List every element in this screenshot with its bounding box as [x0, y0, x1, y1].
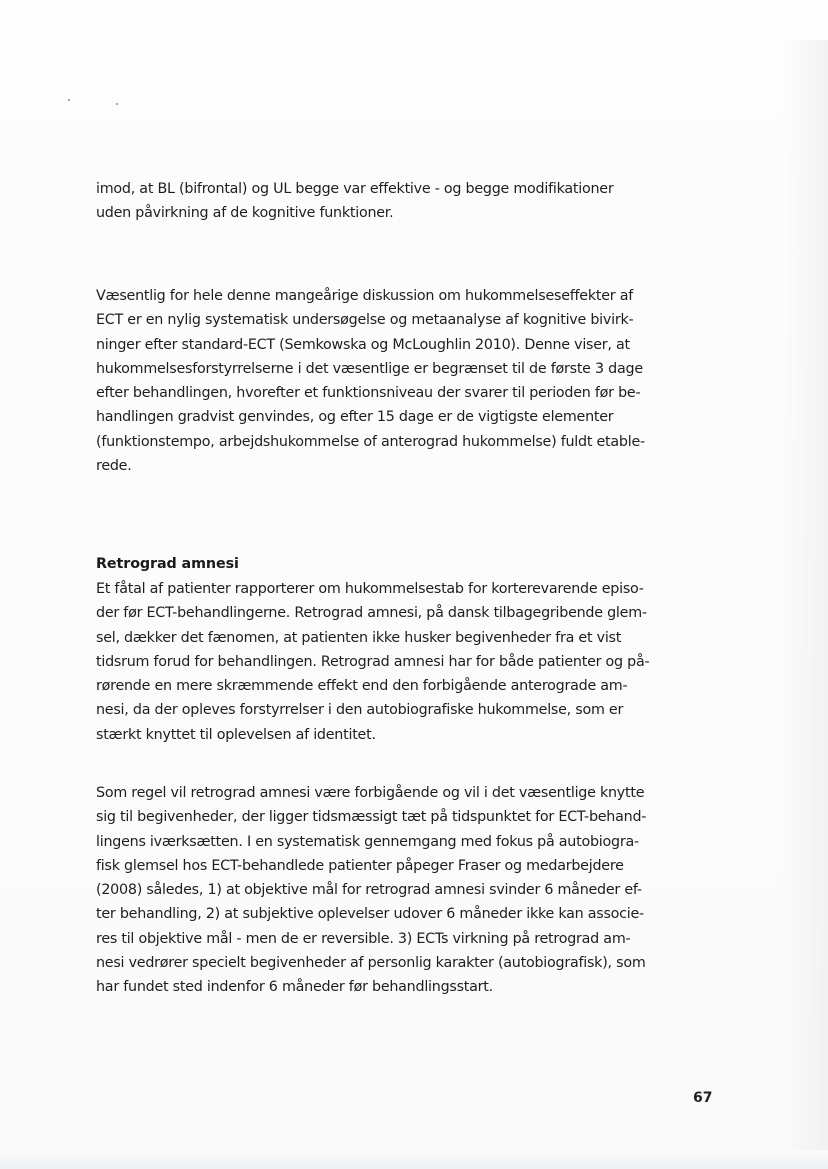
text-line: Som regel vil retrograd amnesi være forbigående og vil i det væsentlige knytte — [96, 785, 645, 801]
text-line: ECT er en nylig systematisk undersøgelse og metaanalyse af kognitive bivirk- — [96, 312, 634, 329]
text-line: nesi, da der opleves forstyrrelser i den autobiografiske hukommelse, som er — [96, 702, 624, 719]
text-line: rørende en mere skræmmende effekt end den forbigående anterograde am- — [96, 678, 628, 695]
scan-shadow-bottom — [0, 1151, 828, 1169]
text-line: uden påvirkning af de kognitive funktioner. — [96, 205, 394, 222]
text-line: fisk glemsel hos ECT-behandlede patienter påpeger Fraser og medarbejdere — [96, 857, 624, 874]
text-line: stærkt knyttet til oplevelsen af identitet. — [96, 726, 376, 743]
scan-speck — [116, 103, 118, 105]
paragraph-1 — [96, 177, 722, 226]
text-line: ter behandling, 2) at subjektive oplevelser udover 6 måneder ikke kan associe- — [96, 906, 644, 923]
section-heading: Retrograd amnesi — [96, 556, 239, 572]
text-line: Et fåtal af patienter rapporterer om hukommelsestab for korterevarende episo- — [96, 581, 644, 597]
page-number: 67 — [693, 1090, 713, 1106]
text-line: (funktionstempo, arbejdshukommelse of anterograd hukommelse) fuldt etable- — [96, 433, 645, 450]
text-line: hukommelsesforstyrrelserne i det væsentlige er begrænset til de første 3 dage — [96, 360, 643, 377]
text-line: Væsentlig for hele denne mangeårige diskussion om hukommelseseffekter af — [96, 288, 633, 304]
text-line: imod, at BL (bifrontal) og UL begge var effektive - og begge modifikationer — [96, 181, 614, 197]
text-line: res til objektive mål - men de er reversible. 3) ECTs virkning på retrograd am- — [96, 930, 631, 947]
text-line: sig til begivenheder, der ligger tidsmæssigt tæt på tidspunktet for ECT-behand- — [96, 809, 647, 826]
text-line: handlingen gradvist genvindes, og efter 15 dage er de vigtigste elementer — [96, 409, 614, 426]
text-line: der før ECT-behandlingerne. Retrograd amnesi, på dansk tilbagegribende glem- — [96, 605, 647, 622]
paragraph-2 — [96, 284, 722, 478]
text-line: sel, dækker det fænomen, at patienten ikke husker begivenheder fra et vist — [96, 629, 622, 646]
paragraph-4 — [96, 781, 722, 1000]
text-line: efter behandlingen, hvorefter et funktionsniveau der svarer til perioden før be- — [96, 385, 641, 402]
text-line: tidsrum forud for behandlingen. Retrograd amnesi har for både patienter og på- — [96, 653, 650, 670]
text-line: har fundet sted indenfor 6 måneder før behandlingsstart. — [96, 979, 493, 996]
text-line: lingens iværksætten. I en systematisk gennemgang med fokus på autobiogra- — [96, 833, 639, 850]
scan-speck — [68, 99, 70, 101]
text-line: ninger efter standard-ECT (Semkowska og McLoughlin 2010). Denne viser, at — [96, 336, 630, 353]
paragraph-3 — [96, 577, 722, 747]
scan-shadow-right — [782, 40, 828, 1150]
text-line: (2008) således, 1) at objektive mål for retrograd amnesi svinder 6 måneder ef- — [96, 882, 642, 899]
text-line: rede. — [96, 458, 132, 475]
text-line: nesi vedrører specielt begivenheder af personlig karakter (autobiografisk), som — [96, 955, 646, 972]
